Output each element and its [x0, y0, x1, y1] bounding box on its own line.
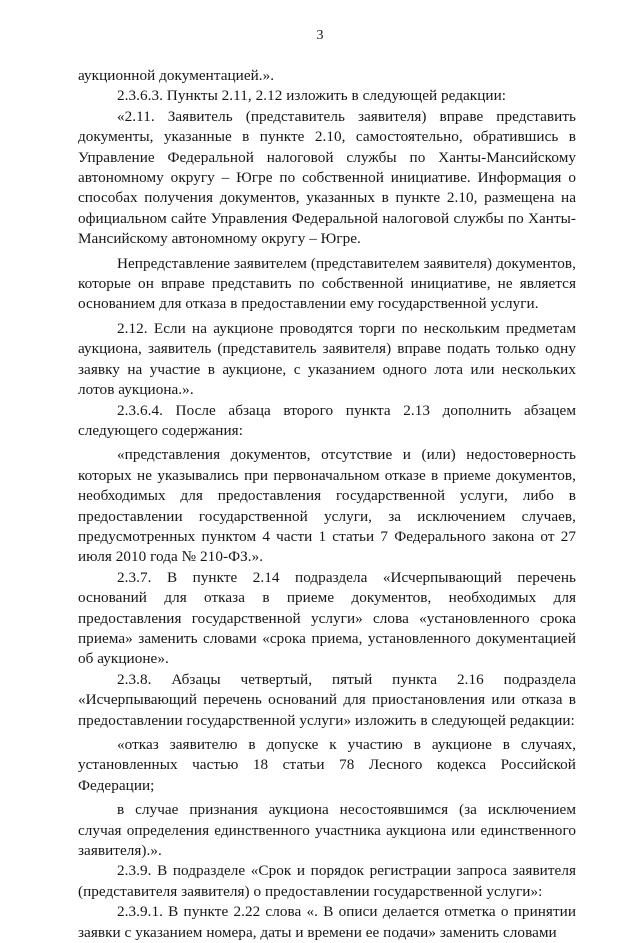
paragraph: 2.3.9.1. В пункте 2.22 слова «. В описи делается отметка о принятии заявки с указанием номера, даты и времени ее подачи» заменить словами [78, 903, 576, 941]
paragraph: аукционной документацией.». [78, 67, 275, 84]
paragraph: в случае признания аукциона несостоявшимся (за исключением случая определения единственного участника аукциона или единственного заявителя).». [78, 801, 576, 860]
paragraph: «представления документов, отсутствие и (или) недостоверность которых не указывались при первоначальном отказе в приеме документов, необходимых для предоставления государственной услуги, либо в предоставлении государственной услуги, за исключением случаев, предусмотренных пунктом 4 части 1 статьи 7 Федерального закона от 27 июля 2010 года № 210-ФЗ.». [78, 446, 576, 566]
page-number: 3 [316, 28, 324, 43]
paragraph: 2.3.6.3. Пункты 2.11, 2.12 изложить в следующей редакции: [117, 87, 507, 105]
paragraph: 2.3.6.4. После абзаца второго пункта 2.13 дополнить абзацем следующего содержания: [78, 401, 576, 439]
paragraph: «отказ заявителю в допуске к участию в аукционе в случаях, установленных частью 18 статьи 78 Лесного кодекса Российской Федерации; [78, 736, 576, 794]
paragraph: 2.3.7. В пункте 2.14 подраздела «Исчерпывающий перечень оснований для отказа в приеме документов, необходимых для предоставления государственной услуги» слова «установленного срока приема» заменить словами «срока приема, установленного документацией об аукционе». [78, 568, 576, 668]
paragraph: «2.11. Заявитель (представитель заявителя) вправе представить документы, указанные в пункте 2.10, самостоятельно, обратившись в Управление Федеральной налоговой службы по Ханты-Мансийскому автономному округу – Югре по собственной инициативе. Информация о способах получения документов, указанных в пункте 2.10, размещена на официальном сайте Управления Федеральной налоговой службы по Ханты-Мансийскому автономному округу – Югре. [78, 107, 576, 248]
paragraph: 2.3.8. Абзацы четвертый, пятый пункта 2.16 подраздела «Исчерпывающий перечень оснований для приостановления или отказа в предоставлении государственной услуги» изложить в следующей редакции: [78, 670, 576, 729]
paragraph: Непредставление заявителем (представителем заявителя) документов, которые он вправе представить по собственной инициативе, не является основанием для отказа в предоставлении ему государственной услуги. [78, 254, 576, 313]
document-body [78, 66, 576, 943]
paragraph: 2.12. Если на аукционе проводятся торги по нескольким предметам аукциона, заявитель (представитель заявителя) вправе подать только одну заявку на участие в аукционе, с указанием одного лота или нескольких лотов аукциона.». [78, 319, 576, 399]
paragraph: 2.3.9. В подразделе «Срок и порядок регистрации запроса заявителя (представителя заявителя) о предоставлении государственной услуги»: [78, 862, 576, 900]
